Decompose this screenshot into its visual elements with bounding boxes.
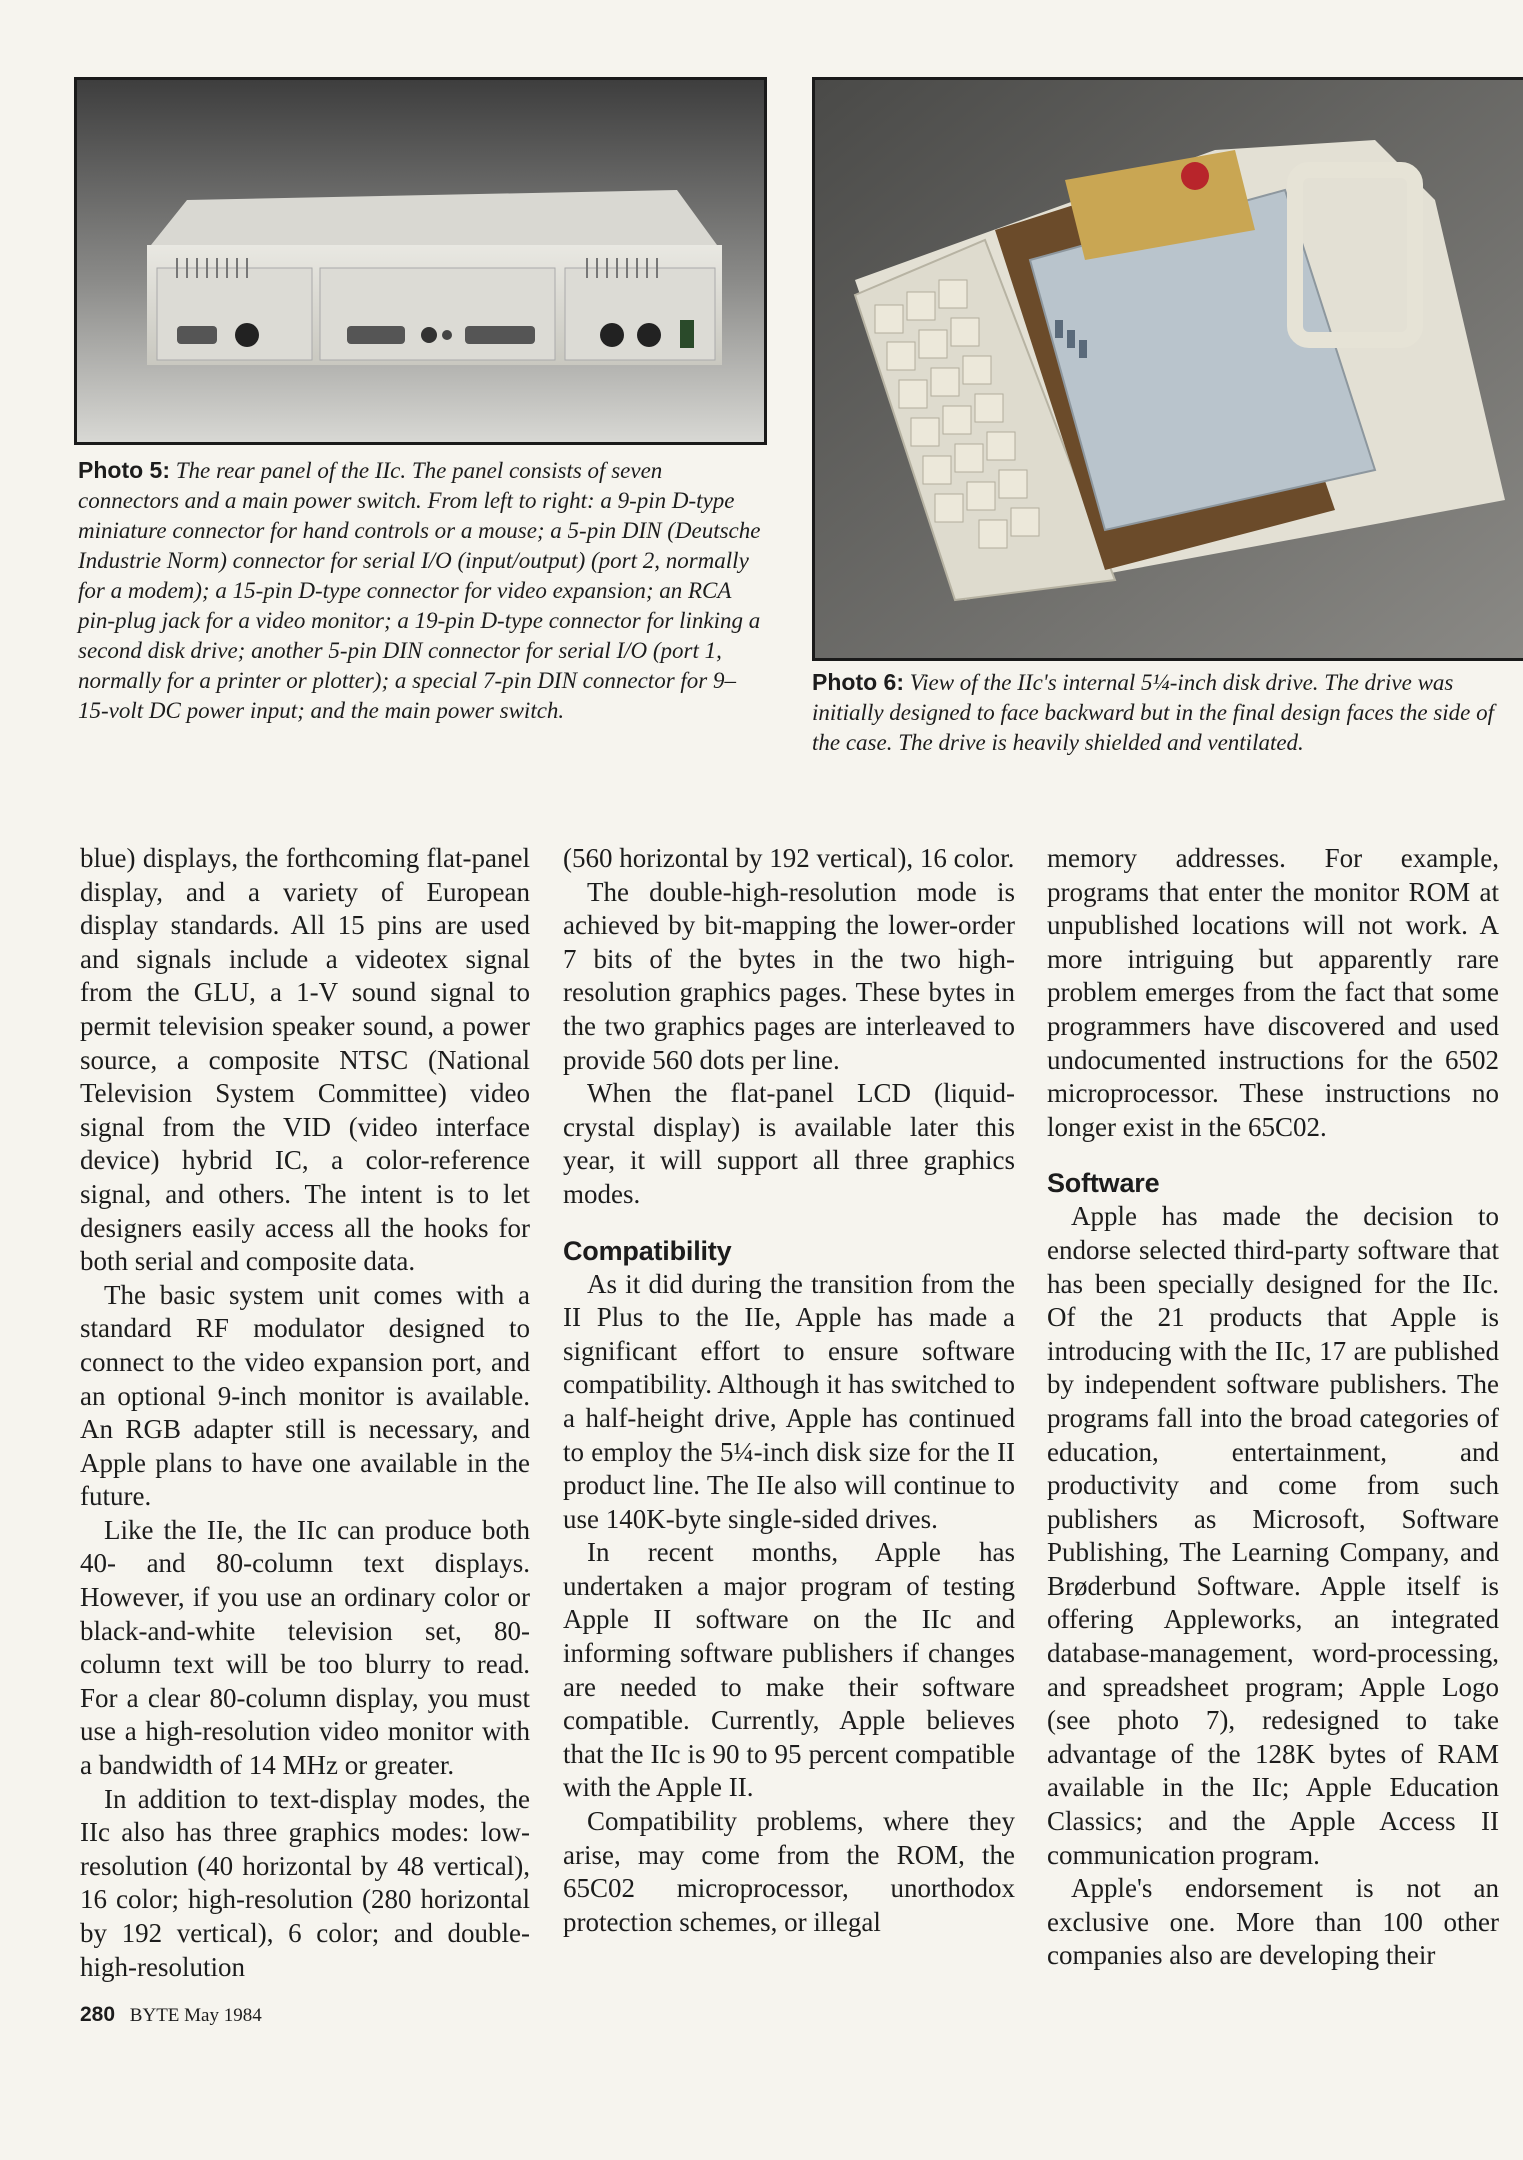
photo-5-caption: [78, 455, 764, 726]
publication-line: BYTE May 1984: [129, 2005, 262, 2026]
column-3-paragraph-2: Apple has made the decision to endorse selected third-party software that has been specially designed for the IIc. Of the 21 products that Apple is introducing with the IIc, 17 are published by independent software publishers. The programs fall into the broad categories of education, entertainment, and productivity and come from such publishers as Microsoft, Software Publishing, The Learning Company, and Brøderbund Software. Apple itself is offering Appleworks, an integrated database-management, word-processing, and spreadsheet program; Apple Logo (see photo 7), redesigned to take advantage of the 128K bytes of RAM available in the IIc; Apple Education Classics; and the Apple Access II communication program.: [1047, 1201, 1499, 1870]
column-2: [563, 842, 1015, 1939]
column-3-paragraph-1: memory addresses. For example, programs that enter the monitor ROM at unpublished locations will not work. A more intriguing but apparently rare problem emerges from the fact that some programmers have discovered and used undocumented instructions for the 6502 microprocessor. These instructions no longer exist in the 65C02.: [1047, 843, 1499, 1142]
disk-drive-image: [815, 80, 1523, 658]
photo-5-caption-text: The rear panel of the IIc. The panel consists of seven connectors and a main power switch. From left to right: a 9-pin D-type miniature connector for hand controls or a mouse; a 5-pin DIN (Deutsche Industrie Norm) connector for serial I/O (input/output) (port 2, normally for a modem); a 15-pin D-type connector for video expansion; an RCA pin-plug jack for a video monitor; a 19-pin D-type connector for linking a second disk drive; another 5-pin DIN connector for serial I/O (port 1, normally for a printer or plotter); a special 7-pin DIN connector for 9–15-volt DC power input; and the main power switch.: [78, 458, 761, 723]
column-1: [80, 842, 530, 1984]
page-number: 280: [80, 2003, 116, 2026]
column-1-paragraph-3: Like the IIe, the IIc can produce both 40- and 80-column text displays. However, if you use an ordinary color or black-and-white television set, 80-column text will be too blurry to read. For a clear 80-column display, you must use a high-resolution video monitor with a bandwidth of 14 MHz or greater.: [80, 1514, 530, 1781]
photo-6-caption-text: View of the IIc's internal 5¼-inch disk drive. The drive was initially designed to face backward but in the final design faces the side of the case. The drive is heavily shielded and ventilated.: [812, 670, 1495, 755]
photo-internal-disk-drive: [812, 77, 1523, 661]
photo-rear-panel: [74, 77, 767, 445]
column-1-paragraph-4: In addition to text-display modes, the IIc also has three graphics modes: low-resolution (40 horizontal by 48 vertical), 16 color; high-resolution (280 horizontal by 192 vertical), 6 color; and double-high-resolution: [80, 1783, 530, 1982]
rear-panel-image: [77, 80, 764, 442]
column-2-paragraph-4: As it did during the transition from the II Plus to the IIe, Apple has made a significant effort to ensure software compatibility. Although it has switched to a half-height drive, Apple has continued to employ the 5¼-inch disk size for the II product line. The IIe also will continue to use 140K-byte single-sided drives.: [563, 1268, 1015, 1534]
column-2-paragraph-2: The double-high-resolution mode is achieved by bit-mapping the lower-order 7 bits of the bytes in the two high-resolution graphics pages. These bytes in the two graphics pages are interleaved to provide 560 dots per line.: [563, 876, 1015, 1075]
compatibility-heading: Compatibility: [563, 1235, 732, 1266]
column-2-paragraph-3: When the flat-panel LCD (liquid-crystal display) is available later this year, it will support all three graphics modes.: [563, 1078, 1015, 1209]
photo-5-caption-label: Photo 5:: [78, 457, 170, 483]
column-3: [1047, 842, 1499, 1973]
column-2-paragraph-6: Compatibility problems, where they arise, may come from the ROM, the 65C02 microprocessor, unorthodox protection schemes, or illegal: [563, 1806, 1015, 1937]
column-2-paragraph-1: (560 horizontal by 192 vertical), 16 color.: [563, 843, 1015, 873]
column-3-paragraph-3: Apple's endorsement is not an exclusive one. More than 100 other companies also are developing their: [1047, 1873, 1499, 1971]
column-2-paragraph-5: In recent months, Apple has undertaken a major program of testing Apple II software on the IIc and informing software publishers if changes are needed to make their software compatible. Currently, Apple believes that the IIc is 90 to 95 percent compatible with the Apple II.: [563, 1537, 1015, 1803]
page-footer: [80, 2003, 262, 2027]
photo-6-caption-label: Photo 6:: [812, 669, 904, 695]
column-1-paragraph-1: blue) displays, the forthcoming flat-panel display, and a variety of European display standards. All 15 pins are used and signals include a videotex signal from the GLU, a 1-V sound signal to permit television speaker sound, a power source, a composite NTSC (National Television System Committee) video signal from the VID (video interface device) hybrid IC, a color-reference signal, and others. The intent is to let designers easily access all the hooks for both serial and composite data.: [80, 843, 530, 1277]
photo-6-caption: [812, 667, 1502, 758]
software-heading: Software: [1047, 1168, 1160, 1199]
column-1-paragraph-2: The basic system unit comes with a standard RF modulator designed to connect to the video expansion port, and an optional 9-inch monitor is available. An RGB adapter still is necessary, and Apple plans to have one available in the future.: [80, 1279, 530, 1512]
